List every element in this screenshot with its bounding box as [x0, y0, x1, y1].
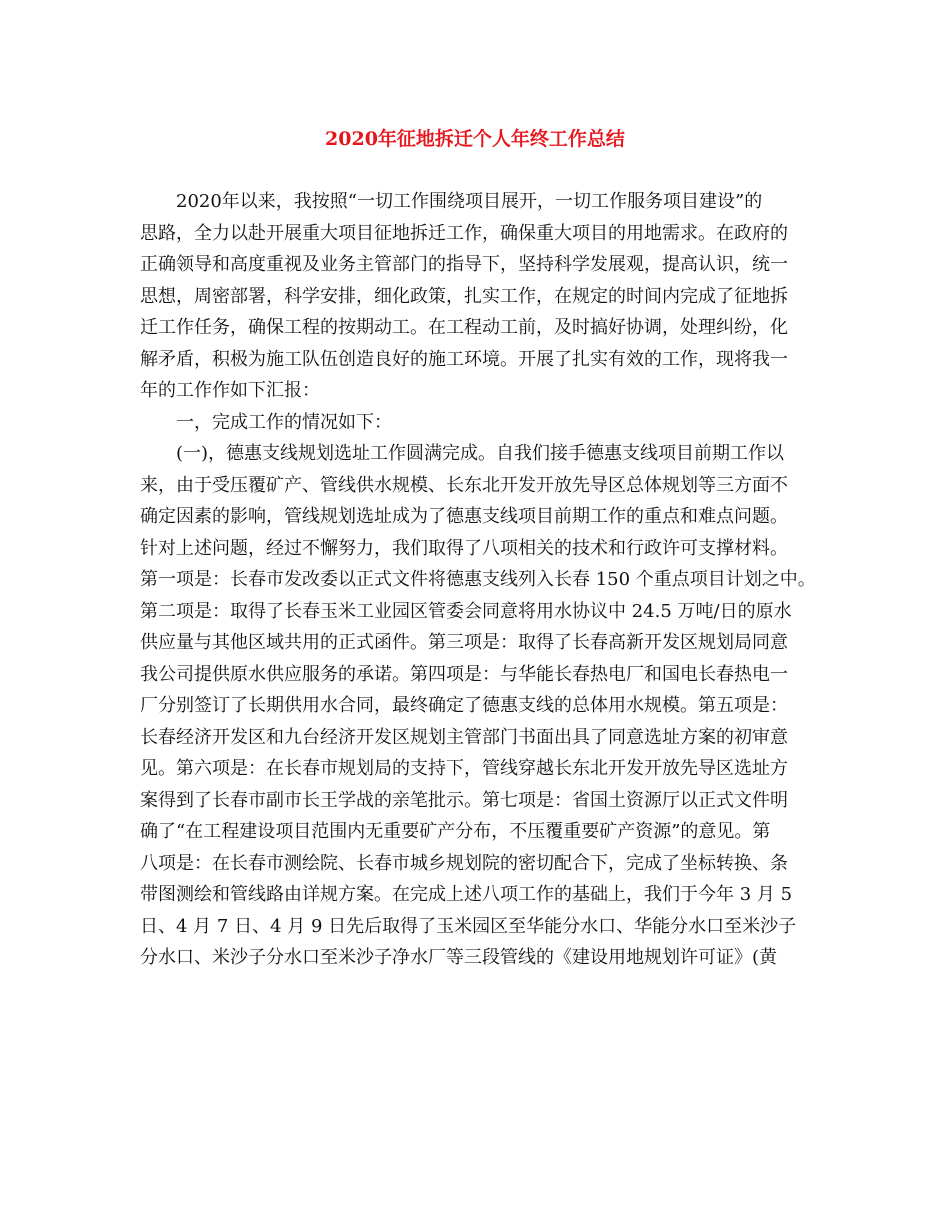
body-line: 第二项是：取得了长春玉米工业园区管委会同意将用水协议中 24.5 万吨/日的原水	[140, 600, 792, 622]
body-line: 供应量与其他区域共用的正式函件。第三项是：取得了长春高新开发区规划局同意	[140, 632, 788, 653]
body-line: 厂分别签订了长期供用水合同，最终确定了德惠支线的总体用水规模。第五项是：	[140, 695, 788, 716]
body-line: 分水口、米沙子分水口至米沙子净水厂等三段管线的《建设用地规划许可证》(黄	[140, 947, 778, 968]
document-body	[140, 186, 820, 974]
body-line: (一)，德惠支线规划选址工作圆满完成。自我们接手德惠支线项目前期工作以	[140, 443, 785, 464]
body-line: 年的工作作如下汇报：	[140, 380, 320, 401]
body-line: 带图测绘和管线路由详规方案。在完成上述八项工作的基础上，我们于今年 3 月 5	[140, 884, 793, 905]
body-line: 思路，全力以赴开展重大项目征地拆迁工作，确保重大项目的用地需求。在政府的	[140, 222, 788, 244]
body-line: 日、4 月 7 日、4 月 9 日先后取得了玉米园区至华能分水口、华能分水口至米沙子	[140, 915, 797, 937]
document-title: 2020年征地拆迁个人年终工作总结	[325, 128, 625, 150]
body-line: 长春经济开发区和九台经济开发区规划主管部门书面出具了同意选址方案的初审意	[140, 726, 788, 748]
body-line: 见。第六项是：在长春市规划局的支持下，管线穿越长东北开发开放先导区选址方	[140, 758, 788, 779]
body-line: 第一项是：长春市发改委以正式文件将德惠支线列入长春 150 个重点项目计划之中。	[140, 569, 816, 590]
body-line: 解矛盾，积极为施工队伍创造良好的施工环境。开展了扎实有效的工作，现将我一	[140, 348, 788, 370]
body-line: 思想，周密部署，科学安排，细化政策，扎实工作，在规定的时间内完成了征地拆	[140, 285, 788, 307]
body-line: 我公司提供原水供应服务的承诺。第四项是：与华能长春热电厂和国电长春热电一	[140, 663, 788, 685]
body-line: 来，由于受压覆矿产、管线供水规模、长东北开发开放先导区总体规划等三方面不	[140, 474, 788, 496]
body-line: 迁工作任务，确保工程的按期动工。在工程动工前，及时搞好协调，处理纠纷，化	[140, 317, 788, 338]
body-line: 2020年以来，我按照“一切工作围绕项目展开，一切工作服务项目建设”的	[140, 191, 763, 212]
body-line: 正确领导和高度重视及业务主管部门的指导下，坚持科学发展观，提高认识，统一	[140, 254, 788, 275]
body-line: 确了“在工程建设项目范围内无重要矿产分布，不压覆重要矿产资源”的意见。第	[140, 821, 771, 842]
body-line: 针对上述问题，经过不懈努力，我们取得了八项相关的技术和行政许可支撑材料。	[140, 537, 788, 559]
section-heading: 一，完成工作的情况如下：	[140, 411, 392, 433]
body-line: 八项是：在长春市测绘院、长春市城乡规划院的密切配合下，完成了坐标转换、条	[140, 852, 788, 874]
body-line: 确定因素的影响，管线规划选址成为了德惠支线项目前期工作的重点和难点问题。	[140, 506, 788, 527]
body-line: 案得到了长春市副市长王学战的亲笔批示。第七项是：省国土资源厅以正式文件明	[140, 789, 788, 811]
